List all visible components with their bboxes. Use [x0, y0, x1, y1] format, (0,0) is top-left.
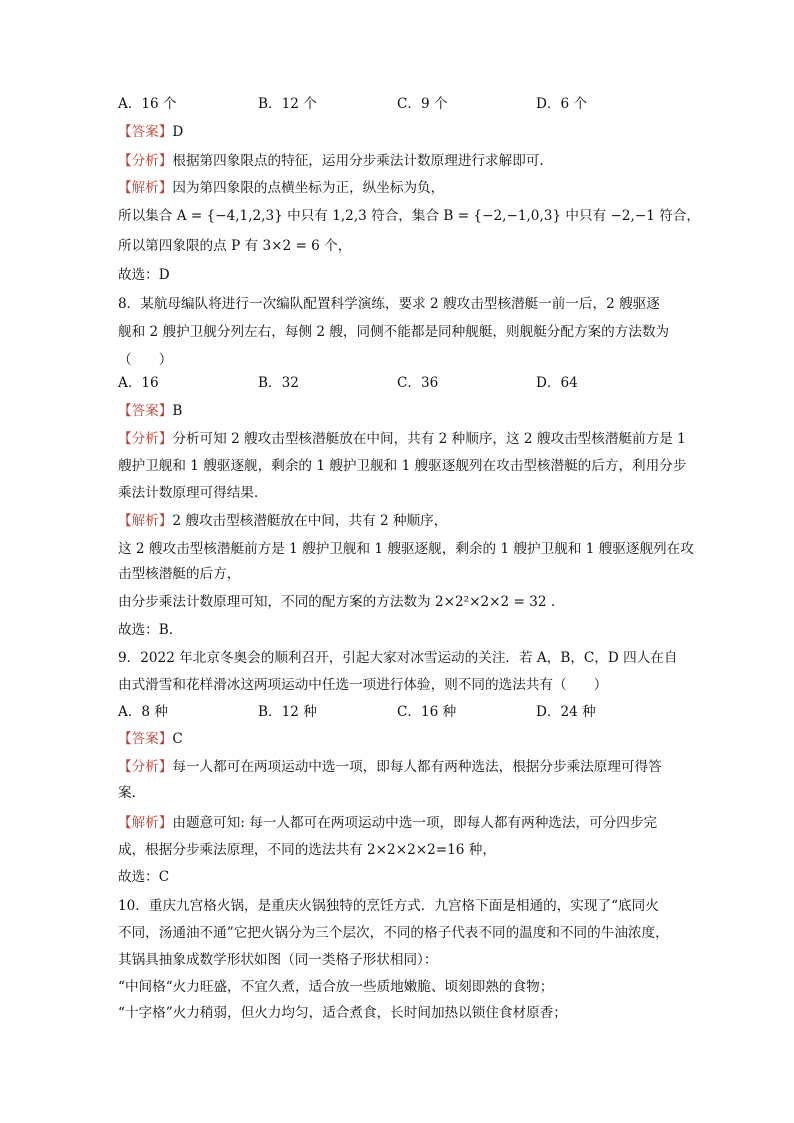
q7-solution-line: 所以第四象限的点 P 有 3×2 = 6 个， — [118, 238, 352, 254]
q9-option-b: B．12 种 — [258, 704, 317, 720]
q7-options-row — [118, 94, 678, 114]
answer-tag: 【答案】 — [118, 403, 173, 419]
q8-stem-line: 8．某航母编队将进行一次编队配置科学演练，要求 2 艘攻击型核潜艇一前一后，2 艘驱逐 — [118, 296, 660, 312]
q8-solution-line: 故选：B. — [118, 622, 174, 638]
q9-analysis-line: 案. — [118, 785, 136, 801]
q9-solution-line: 故选：C — [118, 869, 170, 885]
solution-text: 由题意可知: 每一人都可在两项运动中选一项，即每人都有两种选法，可分四步完 — [172, 815, 658, 831]
answer-tag: 【答案】 — [118, 124, 173, 140]
q9-analysis-line — [118, 757, 678, 777]
q8-solution-line: 这 2 艘攻击型核潜艇前方是 1 艘护卫舰和 1 艘驱逐舰，剩余的 1 艘护卫舰和 1 艘驱逐舰列在攻 — [118, 541, 694, 557]
q8-option-a: A．16 — [118, 375, 159, 391]
q10-stem-line: 不同，汤通油不通”它把火锅分为三个层次，不同的格子代表不同的温度和不同的牛油浓度， — [118, 925, 669, 941]
q8-option-d: D．64 — [536, 375, 578, 391]
q7-solution-line — [118, 178, 678, 198]
q8-stem-line: 舰和 2 艘护卫舰分列左右，每侧 2 艘，同侧不能都是同种舰艇，则舰艇分配方案的方法数为 — [118, 324, 670, 340]
q9-solution-line: 成，根据分步乘法原理，不同的选法共有 2×2×2×2=16 种， — [118, 842, 496, 858]
q8-analysis-line: 乘法计数原理可得结果. — [118, 485, 259, 501]
answer-value: D — [172, 124, 184, 140]
q9-options-row — [118, 702, 678, 722]
q8-solution-line: 由分步乘法计数原理可知，不同的配方案的方法数为 2×2²×2×2 = 32 . — [118, 594, 556, 610]
q9-answer — [118, 729, 678, 749]
q9-stem-line: 9．2022 年北京冬奥会的顺利召开，引起大家对冰雪运动的关注．若 A，B，C，D 四人在自 — [118, 650, 678, 666]
q8-option-b: B．32 — [258, 375, 299, 391]
q10-stem-line: 10．重庆九宫格火锅，是重庆火锅独特的烹饪方式．九宫格下面是相通的，实现了“底同火 — [118, 898, 659, 914]
solution-tag: 【解析】 — [118, 513, 173, 529]
q10-stem-line: “十字格”火力稍弱，但火力均匀，适合煮食，长时间加热以锁住食材原香； — [118, 1005, 567, 1021]
analysis-text: 每一人都可在两项运动中选一项，即每人都有两种选法，根据分步乘法原理可得答 — [172, 759, 662, 775]
q9-option-d: D．24 种 — [536, 704, 596, 720]
solution-tag: 【解析】 — [118, 180, 173, 196]
q7-option-b: B．12 个 — [258, 96, 317, 112]
q8-solution-line — [118, 511, 678, 531]
q8-stem-line: （ ） — [118, 352, 173, 368]
answer-value: B — [172, 403, 183, 419]
analysis-tag: 【分析】 — [118, 431, 173, 447]
q8-options-row — [118, 373, 678, 393]
q8-solution-line: 击型核潜艇的后方， — [118, 566, 241, 582]
analysis-text: 分析可知 2 艘攻击型核潜艇放在中间，共有 2 种顺序，这 2 艘攻击型核潜艇前方是 1 — [172, 431, 686, 447]
analysis-tag: 【分析】 — [118, 153, 173, 169]
solution-text: 因为第四象限的点横坐标为正，纵坐标为负， — [172, 180, 445, 196]
q7-solution-line: 所以集合 A = {−4,1,2,3} 中只有 1,2,3 符合，集合 B = {−2,−1,0,3} 中只有 −2,−1 符合， — [118, 208, 700, 224]
q8-analysis-line: 艘护卫舰和 1 艘驱逐舰，剩余的 1 艘护卫舰和 1 艘驱逐舰列在攻击型核潜艇的后方，利用分步 — [118, 458, 687, 474]
q8-option-c: C．36 — [397, 375, 439, 391]
q9-option-a: A．8 种 — [118, 704, 168, 720]
q8-analysis-line — [118, 429, 686, 449]
q7-solution-line: 故选：D — [118, 267, 170, 283]
analysis-text: 根据第四象限点的特征，运用分步乘法计数原理进行求解即可. — [172, 153, 544, 169]
q7-option-c: C．9 个 — [397, 96, 448, 112]
q9-solution-line — [118, 813, 678, 833]
q9-option-c: C．16 种 — [397, 704, 457, 720]
q7-analysis — [118, 151, 678, 171]
q8-answer — [118, 401, 678, 421]
q7-option-a: A．16 个 — [118, 96, 177, 112]
analysis-tag: 【分析】 — [118, 759, 173, 775]
solution-text: 2 艘攻击型核潜艇放在中间，共有 2 种顺序， — [172, 513, 448, 529]
answer-value: C — [172, 731, 183, 747]
q7-option-d: D．6 个 — [536, 96, 588, 112]
solution-tag: 【解析】 — [118, 815, 173, 831]
q10-stem-line: 其锅具抽象成数学形状如图（同一类格子形状相同）： — [118, 952, 438, 968]
answer-tag: 【答案】 — [118, 731, 173, 747]
q10-stem-line: “中间格“火力旺盛，不宜久煮，适合放一些质地嫩脆、顷刻即熟的食物； — [118, 979, 554, 995]
q9-stem-line: 由式滑雪和花样滑冰这两项运动中任选一项进行体验，则不同的选法共有（ ） — [118, 677, 608, 693]
q7-answer — [118, 122, 678, 142]
